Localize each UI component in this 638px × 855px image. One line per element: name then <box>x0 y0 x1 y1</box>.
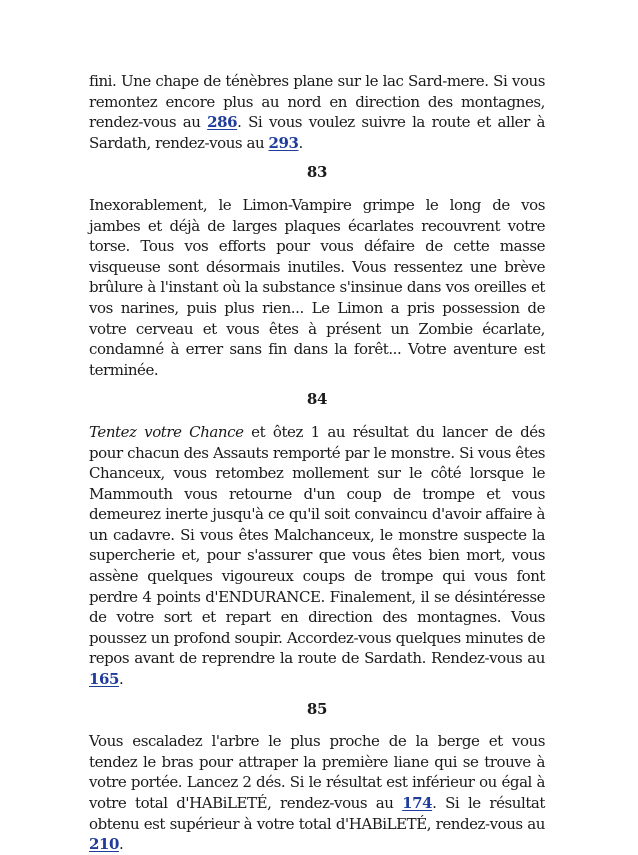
section-link-210[interactable]: 210 <box>89 835 119 854</box>
paragraph-84 <box>89 422 545 690</box>
text-run: . <box>298 133 303 152</box>
section-link-286[interactable]: 286 <box>207 113 238 132</box>
section-link-165[interactable]: 165 <box>89 670 119 689</box>
text-run: . <box>118 670 124 689</box>
section-number-85: 85 <box>306 699 328 718</box>
paragraph-83: Inexorablement, le Limon-Vampire grimpe le long de vos jambes et déjà de larges plaques écarlates recouvrent votre torse. Tous vos efforts pour vous défaire de cette masse visqueuse sont désormais inutiles. Vous ressentez une brève brûlure à l'instant où la substance s'insinue dans vos oreilles et vos narines, puis plus rien... Le Limon a pris possession de votre cerveau et vous êtes à présent un Zombie écarlate, condamné à errer sans fin dans la forêt... Votre aventure est terminée. <box>89 195 545 379</box>
section-link-293[interactable]: 293 <box>268 133 299 152</box>
text-run: . <box>118 835 124 854</box>
paragraph-fragment <box>89 71 545 153</box>
section-number-83: 83 <box>306 163 328 182</box>
text-run: et ôtez 1 au résultat du lancer de dés pour chacun des Assauts remporté par le monstre. Si vous êtes Chanceux, vous retombez mollement sur le côté lorsque le Mammouth vous retourne d'un coup de trompe et vous demeurez inerte jusqu'à ce qu'il soit convaincu d'avoir affaire à un cadavre. Si vous êtes Malchanceux, le monstre suspecte la supercherie et, pour s'assurer que vous êtes bien mort, vous assène quelques vigoureux coups de trompe qui vous font perdre 4 points d'ENDURANCE. Finalement, il se désintéresse de votre sort et repart en direction des montagnes. Vous poussez un profond soupir. Accordez-vous quelques minutes de repos avant de reprendre la route de Sardath. Rendez-vous au <box>89 422 545 668</box>
text-run: fini. Une chape de ténèbres plane sur le lac Sard-mere. Si vous remontez encore plus au nord en direction des montagnes, rendez-vous au <box>89 72 545 132</box>
text-run: Vous escaladez l'arbre le plus proche de la berge et vous tendez le bras pour attraper la première liane qui se trouve à votre portée. Lancez 2 dés. Si le résultat est inférieur ou égal à votre total d'HABiLETÉ, rendez-vous au <box>89 732 545 812</box>
italic-run: Tentez votre Chance <box>89 422 244 441</box>
text-run: . Si le résultat obtenu est supérieur à votre total d'HABiLETÉ, rendez-vous au <box>89 794 545 833</box>
book-page <box>89 71 545 855</box>
paragraph-85 <box>89 731 545 855</box>
section-number-84: 84 <box>306 390 328 409</box>
section-link-174[interactable]: 174 <box>402 794 433 812</box>
text-run: . Si vous voulez suivre la route et aller à Sardath, rendez-vous au <box>89 113 545 152</box>
